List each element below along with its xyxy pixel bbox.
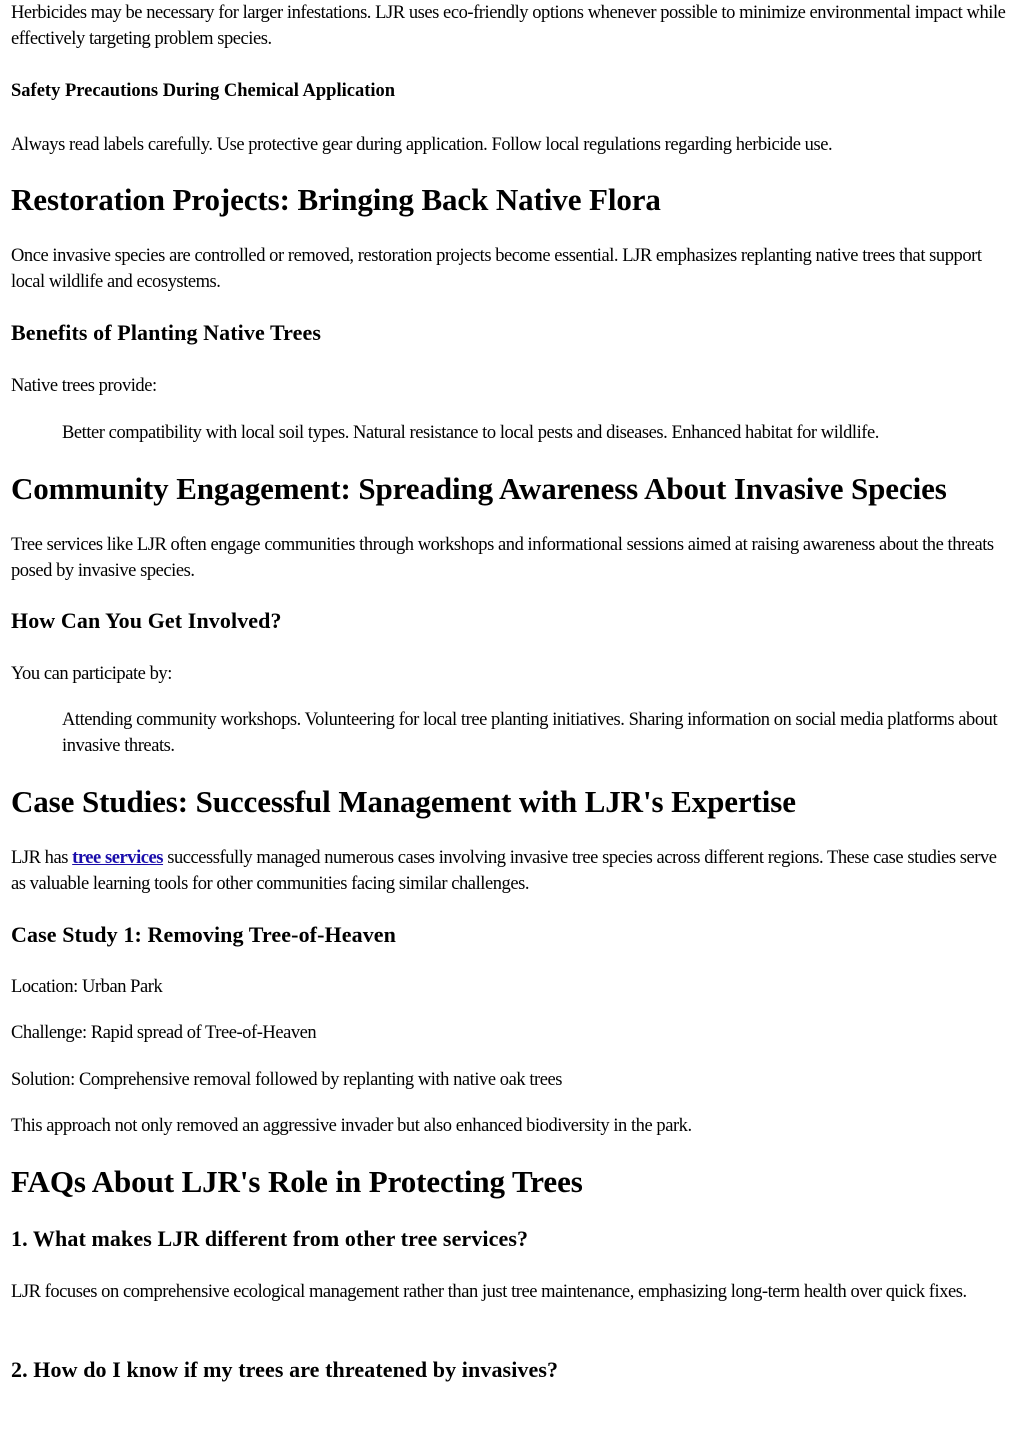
faq-1-answer: LJR focuses on comprehensive ecological management rather than just tree maintenance, emphasizing long-term health over quick fixes.: [11, 1282, 967, 1302]
safety-precautions-heading: Safety Precautions During Chemical Application: [11, 81, 396, 101]
case-studies-heading: Case Studies: Successful Management with LJR's Expertise: [11, 784, 796, 819]
case-study-1-challenge: Challenge: Rapid spread of Tree-of-Heaven: [11, 1023, 317, 1043]
restoration-paragraph: Once invasive species are controlled or removed, restoration projects become essential. LJR emphasizes replanting native trees that support local wildlife and ecosystems.: [11, 246, 982, 292]
faq-2-question: 2. How do I know if my trees are threatened by invasives?: [11, 1357, 559, 1382]
case-studies-paragraph: [11, 845, 1015, 897]
case-study-1-result: This approach not only removed an aggressive invader but also enhanced biodiversity in the park.: [11, 1116, 692, 1136]
case-study-1-heading: Case Study 1: Removing Tree-of-Heaven: [11, 922, 396, 947]
faq-1-question: 1. What makes LJR different from other tree services?: [11, 1226, 529, 1251]
case-study-1-solution: Solution: Comprehensive removal followed by replanting with native oak trees: [11, 1070, 562, 1090]
community-heading: Community Engagement: Spreading Awareness About Invasive Species: [11, 471, 947, 506]
case-studies-text-after: successfully managed numerous cases involving invasive tree species across different regions. These case studies serve as valuable learning tools for other communities facing similar challenges.: [11, 848, 997, 894]
native-trees-list: Better compatibility with local soil types. Natural resistance to local pests and diseases. Enhanced habitat for wildlife.: [62, 423, 879, 443]
native-trees-intro: Native trees provide:: [11, 376, 157, 396]
get-involved-heading: How Can You Get Involved?: [11, 608, 282, 633]
restoration-heading: Restoration Projects: Bringing Back Native Flora: [11, 182, 661, 217]
benefits-heading: Benefits of Planting Native Trees: [11, 320, 322, 345]
case-study-1-location: Location: Urban Park: [11, 977, 163, 997]
tree-services-link[interactable]: tree services: [72, 848, 164, 868]
participate-intro: You can participate by:: [11, 664, 172, 684]
safety-paragraph: Always read labels carefully. Use protective gear during application. Follow local regulations regarding herbicide use.: [11, 135, 833, 155]
case-studies-text-before: LJR has: [11, 848, 73, 868]
faqs-heading: FAQs About LJR's Role in Protecting Trees: [11, 1164, 583, 1199]
herbicides-paragraph: Herbicides may be necessary for larger infestations. LJR uses eco-friendly options whenever possible to minimize environmental impact while effectively targeting problem species.: [11, 3, 1006, 49]
community-paragraph: Tree services like LJR often engage communities through workshops and informational sessions aimed at raising awareness about the threats posed by invasive species.: [11, 535, 994, 581]
participate-list: Attending community workshops. Volunteering for local tree planting initiatives. Sharing information on social media platforms about invasive threats.: [62, 710, 998, 756]
